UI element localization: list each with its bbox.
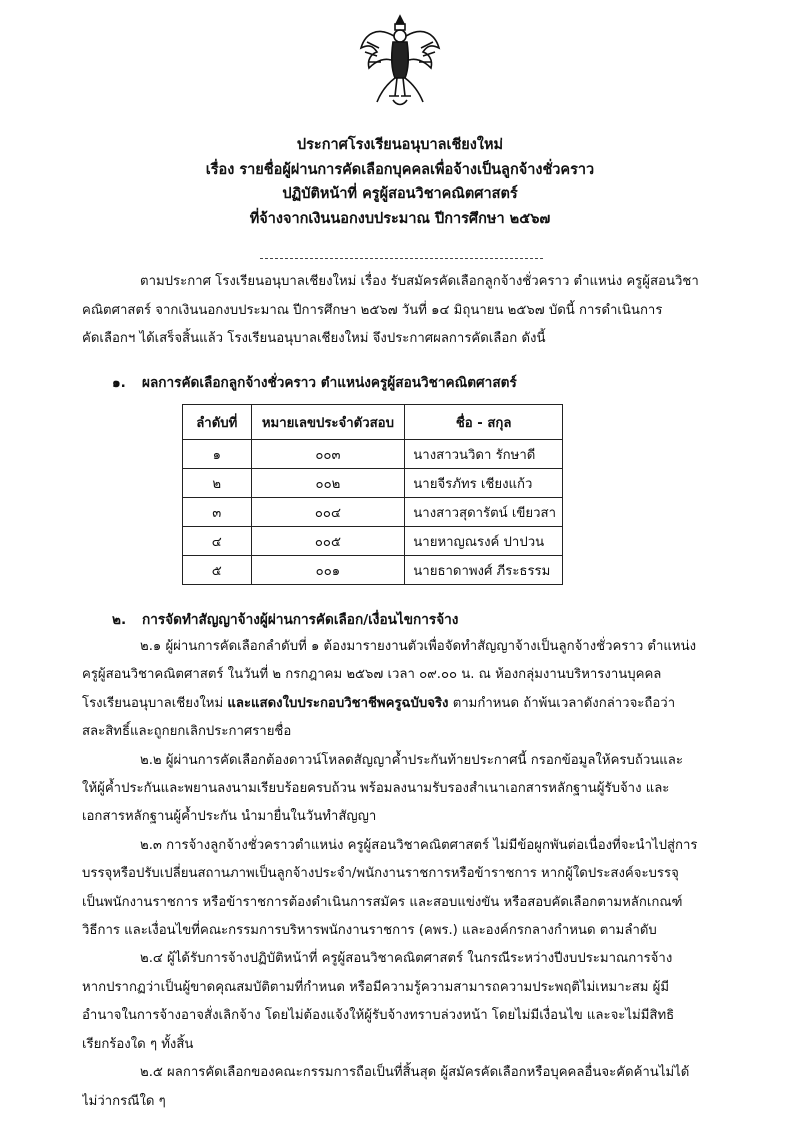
section2-body xyxy=(82,633,700,1116)
cell-name: นายหาญณรงค์ ปาปวน xyxy=(405,527,563,556)
section1-title: ผลการคัดเลือกลูกจ้างชั่วคราว ตำแหน่งครูผู้สอนวิชาคณิตศาสตร์ xyxy=(142,375,517,391)
clause-2-2-line: ให้ผู้ค้ำประกันและพยานลงนามเรียบร้อยครบถ้วน พร้อมลงนามรับรองสำเนาเอกสารหลักฐานผู้รับจ้าง และ xyxy=(82,781,670,797)
header-subject: เรื่อง รายชื่อผู้ผ่านการคัดเลือกบุคคลเพื่อจ้างเป็นลูกจ้างชั่วคราว xyxy=(205,161,595,178)
table-row xyxy=(183,527,563,556)
intro-line: คัดเลือกฯ ได้เสร็จสิ้นแล้ว โรงเรียนอนุบาลเชียงใหม่ จึงประกาศผลการคัดเลือก ดังนี้ xyxy=(82,331,546,346)
cell-name: นางสาวสุดารัตน์ เขียวสา xyxy=(405,498,563,527)
section1-number: ๑. xyxy=(112,375,126,391)
clause-2-4-line: ๒.๔ ผู้ได้รับการจ้างปฏิบัติหน้าที่ ครูผู้สอนวิชาคณิตศาสตร์ ในกรณีระหว่างปีงบประมาณการจ้าง xyxy=(140,951,673,967)
cell-exam-no: ๐๐๓ xyxy=(251,440,405,469)
cell-name: นางสาวนวิดา รักษาดี xyxy=(405,440,563,469)
section1-heading xyxy=(112,371,517,393)
cell-exam-no: ๐๐๒ xyxy=(251,469,405,498)
clause-2-1-text: ตามกำหนด ถ้าพ้นเวลาดังกล่าวจะถือว่า xyxy=(448,695,676,711)
clause-2-2-line: ๒.๒ ผู้ผ่านการคัดเลือกต้องดาวน์โหลดสัญญาค้ำประกันท้ายประกาศนี้ กรอกข้อมูลให้ครบถ้วนและ xyxy=(140,752,683,768)
clause-2-5-line: ๒.๕ ผลการคัดเลือกของคณะกรรมการถือเป็นที่สิ้นสุด ผู้สมัครคัดเลือกหรือบุคคลอื่นจะคัดค้านไม่ได้ xyxy=(140,1065,690,1081)
clause-2-1-text: โรงเรียนอนุบาลเชียงใหม่ xyxy=(82,695,228,711)
garuda-emblem-icon xyxy=(357,12,443,108)
license-requirement-emphasis: และแสดงใบประกอบวิชาชีพครูฉบับจริง xyxy=(227,695,449,711)
clause-2-1-line: ครูผู้สอนวิชาคณิตศาสตร์ ในวันที่ ๒ กรกฎาคม ๒๕๖๗ เวลา ๐๙.๐๐ น. ณ ห้องกลุ่มงานบริหารงานบุคคล xyxy=(82,667,662,683)
col-header-name: ชื่อ - สกุล xyxy=(405,405,563,440)
clause-2-3-line: ๒.๓ การจ้างลูกจ้างชั่วคราวตำแหน่ง ครูผู้สอนวิชาคณิตศาสตร์ ไม่มีข้อผูกพันต่อเนื่องที่จะนำไปสู่การ xyxy=(140,837,698,853)
intro-line: ตามประกาศ โรงเรียนอนุบาลเชียงใหม่ เรื่อง รับสมัครคัดเลือกลูกจ้างชั่วคราว ตำแหน่ง ครูผู้สอนวิชา xyxy=(140,274,699,289)
cell-order: ๑ xyxy=(183,440,252,469)
cell-order: ๒ xyxy=(183,469,252,498)
cell-name: นายธาดาพงศ์ ภีระธรรม xyxy=(405,556,563,585)
table-row xyxy=(183,469,563,498)
cell-exam-no: ๐๐๕ xyxy=(251,527,405,556)
cell-name: นายจีรภัทร เชียงแก้ว xyxy=(405,469,563,498)
cell-order: ๓ xyxy=(183,498,252,527)
col-header-order: ลำดับที่ xyxy=(183,405,252,440)
intro-paragraph xyxy=(82,268,700,354)
intro-line: คณิตศาสตร์ จากเงินนอกงบประมาณ ปีการศึกษา ๒๕๖๗ วันที่ ๑๔ มิถุนายน ๒๕๖๗ บัดนี้ การดำเนินการ xyxy=(82,302,663,318)
table-row xyxy=(183,440,563,469)
header-org-title: ประกาศโรงเรียนอนุบาลเชียงใหม่ xyxy=(296,137,504,153)
clause-2-3-line: เป็นพนักงานราชการ หรือข้าราชการต้องดำเนินการสมัคร และสอบแข่งขัน หรือสอบคัดเลือกตามหลักเกณฑ์ xyxy=(82,894,683,910)
header-divider xyxy=(260,258,543,259)
table-header-row xyxy=(183,405,563,440)
table-row xyxy=(183,498,563,527)
header-position: ปฏิบัติหน้าที่ ครูผู้สอนวิชาคณิตศาสตร์ xyxy=(282,186,518,202)
clause-2-4-line: เรียกร้องใด ๆ ทั้งสิ้น xyxy=(82,1036,194,1052)
clause-2-2-line: เอกสารหลักฐานผู้ค้ำประกัน นำมายื่นในวันทำสัญญา xyxy=(82,809,377,825)
header-funding: ที่จ้างจากเงินนอกงบประมาณ ปีการศึกษา ๒๕๖๗ xyxy=(249,210,551,227)
clause-2-1-line xyxy=(82,690,700,718)
cell-order: ๔ xyxy=(183,527,252,556)
cell-exam-no: ๐๐๑ xyxy=(251,556,405,585)
results-table xyxy=(182,404,563,585)
section2-number: ๒. xyxy=(112,612,127,628)
clause-2-3-line: บรรจุหรือปรับเปลี่ยนสถานภาพเป็นลูกจ้างประจำ/พนักงานราชการหรือข้าราชการ หากผู้ใดประสงค์จะบรรจุ xyxy=(82,866,679,882)
announcement-header xyxy=(0,133,800,231)
table-row xyxy=(183,556,563,585)
clause-2-3-line: วิธีการ และเงื่อนไขที่คณะกรรมการบริหารพนักงานราชการ (คพร.) และองค์กรกลางกำหนด ตามลำดับ xyxy=(82,923,657,939)
clause-2-1-line: สละสิทธิ์และถูกยกเลิกประกาศรายชื่อ xyxy=(82,724,292,740)
col-header-exam-no: หมายเลขประจำตัวสอบ xyxy=(251,405,405,440)
clause-2-4-line: หากปรากฏว่าเป็นผู้ขาดคุณสมบัติตามที่กำหนด หรือมีความรู้ความสามารถความประพฤติไม่เหมาะสม ผู้มี xyxy=(82,979,670,995)
clause-2-4-line: อำนาจในการจ้างอาจสั่งเลิกจ้าง โดยไม่ต้องแจ้งให้ผู้รับจ้างทราบล่วงหน้า โดยไม่มีเงื่อนไข และจะไม่มีสิทธิ xyxy=(82,1008,675,1024)
section2-heading xyxy=(112,608,458,630)
clause-2-5-line: ไม่ว่ากรณีใด ๆ xyxy=(82,1093,166,1109)
cell-exam-no: ๐๐๔ xyxy=(251,498,405,527)
clause-2-1-line: ๒.๑ ผู้ผ่านการคัดเลือกลำดับที่ ๑ ต้องมารายงานตัวเพื่อจัดทำสัญญาจ้างเป็นลูกจ้างชั่วคราว ตำแหน่ง xyxy=(140,639,697,654)
cell-order: ๕ xyxy=(183,556,252,585)
section2-title: การจัดทำสัญญาจ้างผู้ผ่านการคัดเลือก/เงื่อนไขการจ้าง xyxy=(142,612,459,628)
